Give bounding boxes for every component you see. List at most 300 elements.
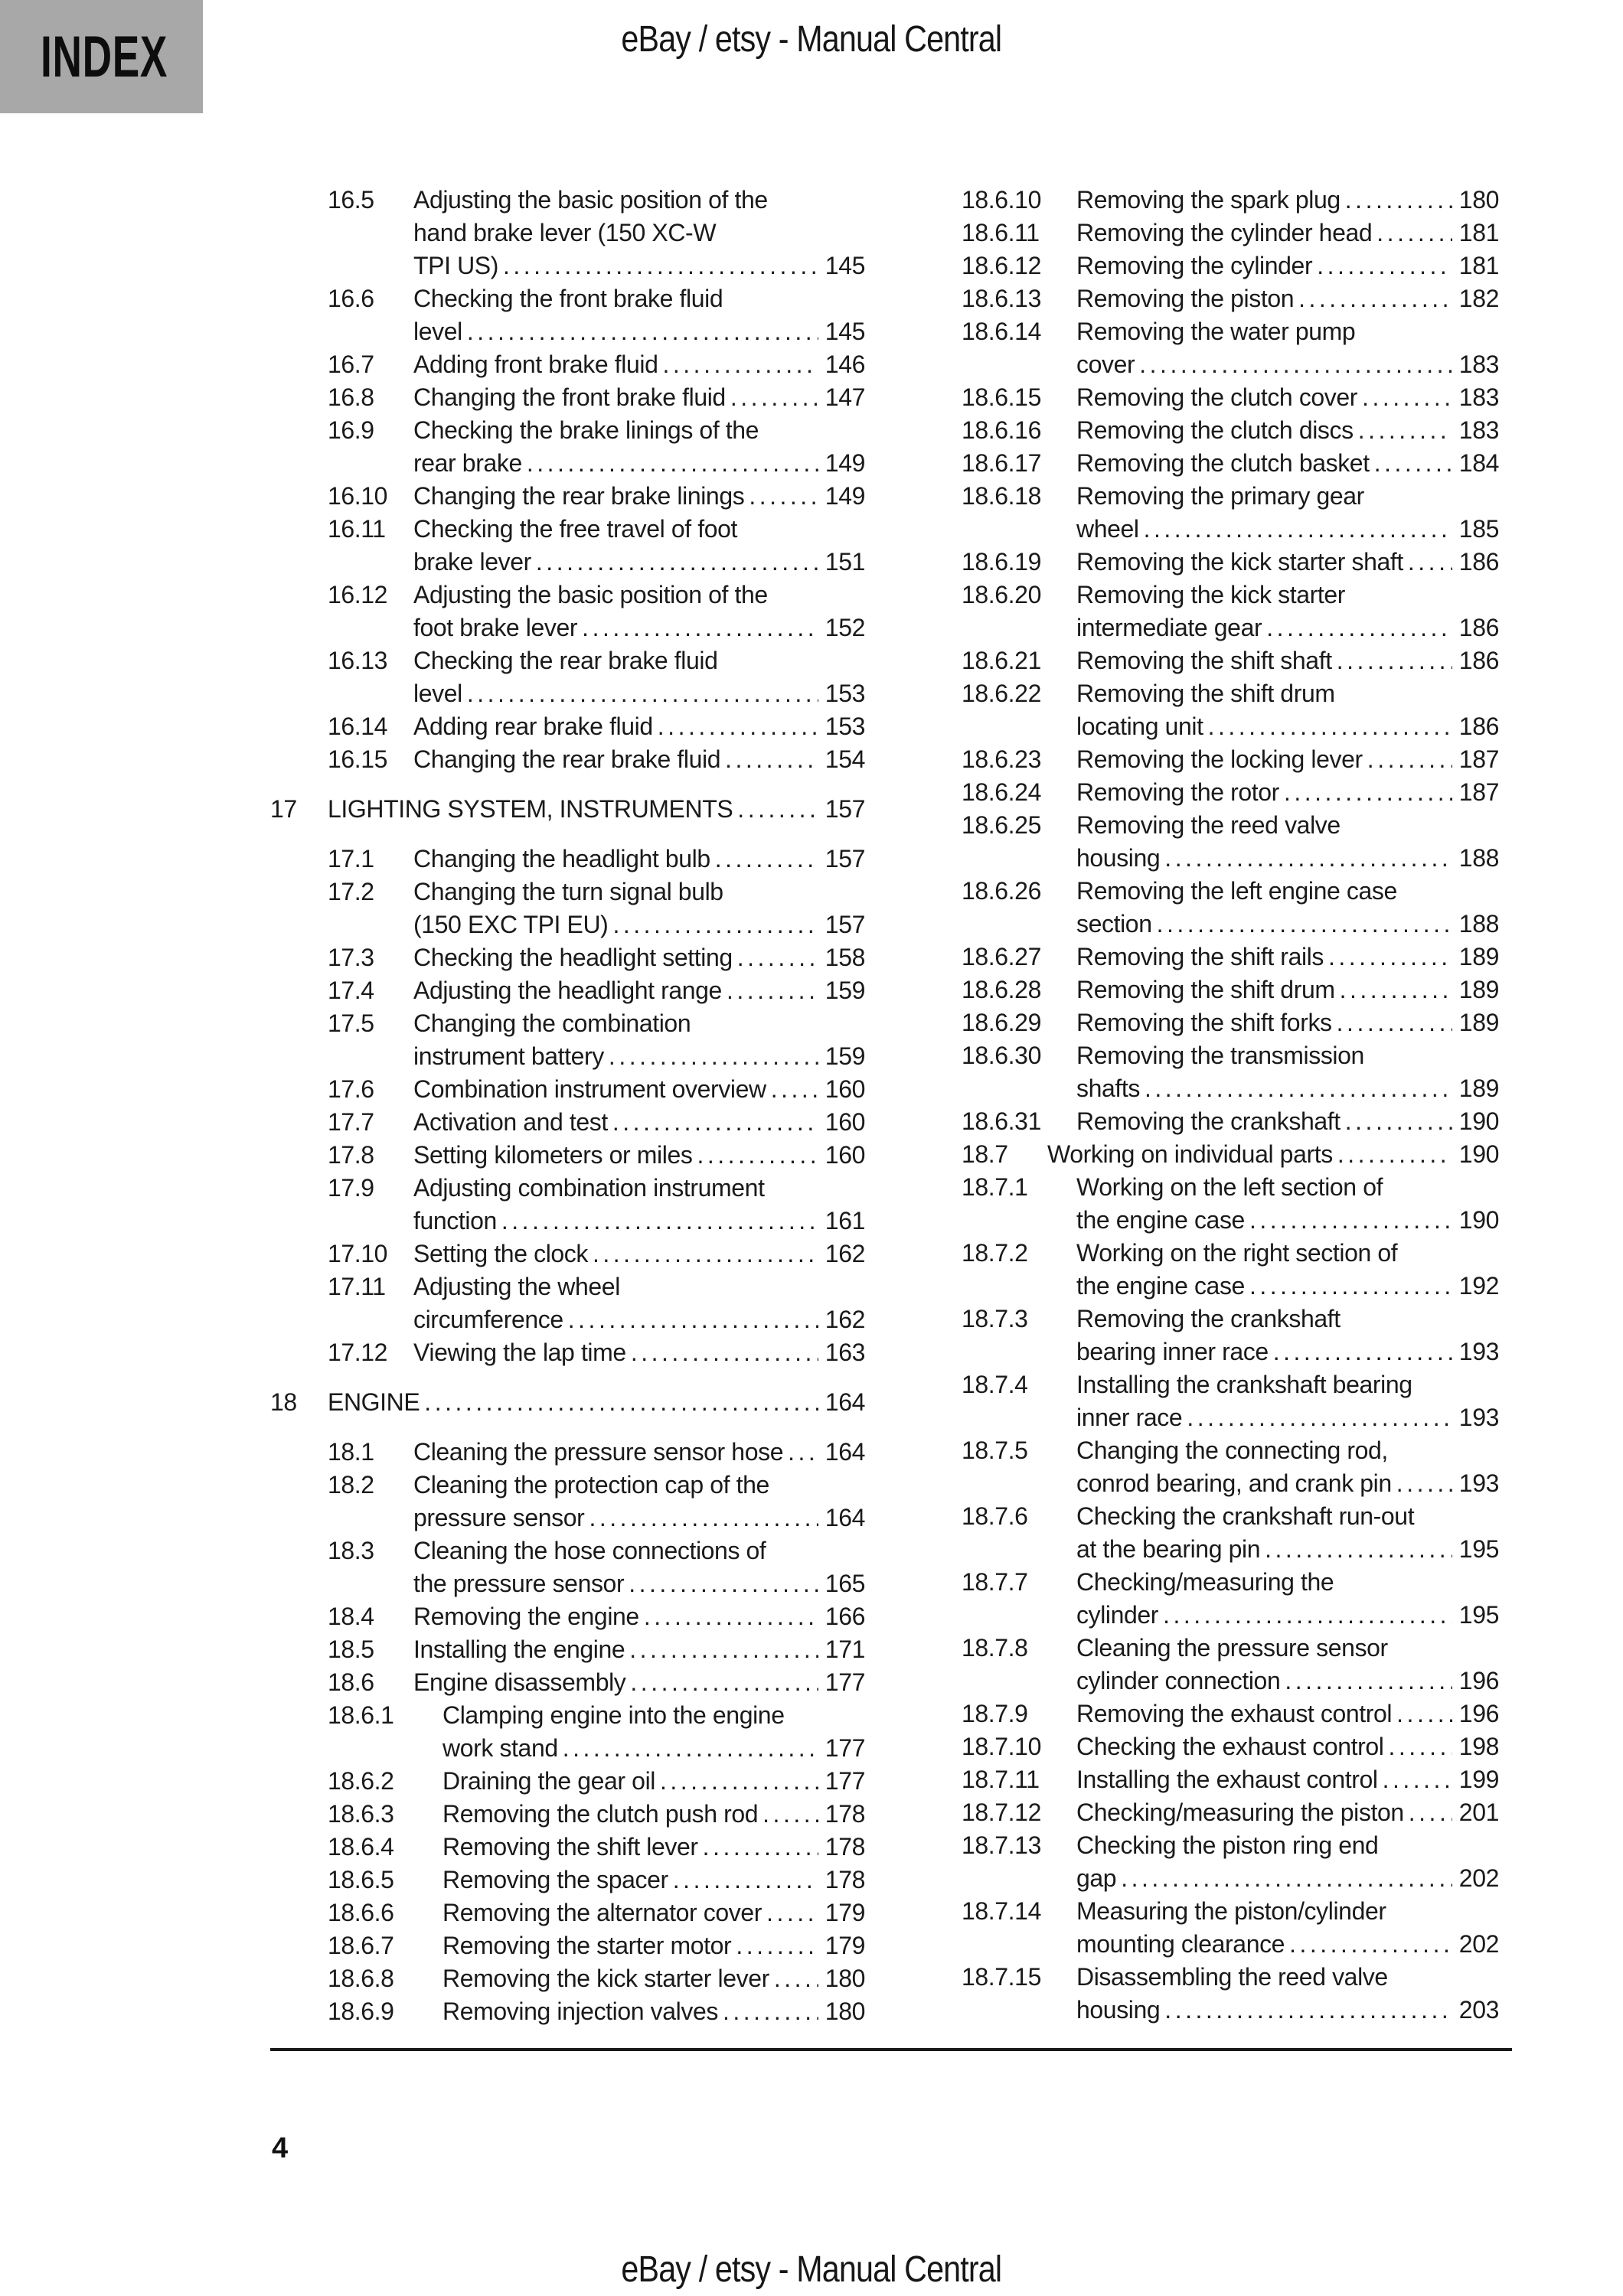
toc-page-number: 151 — [825, 548, 865, 576]
toc-leader-dots — [1187, 1401, 1452, 1434]
toc-entry-body — [1076, 743, 1499, 776]
toc-entry — [904, 184, 1499, 217]
toc-entry-title: work stand — [442, 1734, 558, 1762]
toc-entry — [904, 1434, 1499, 1500]
toc-entry-body — [1047, 1138, 1499, 1171]
toc-page-number: 190 — [1458, 1206, 1499, 1234]
toc-entry-body — [1076, 1039, 1499, 1105]
toc-page-number: 189 — [1458, 976, 1499, 1003]
toc-entry-title: level — [413, 318, 462, 345]
toc-page-number: 161 — [825, 1207, 865, 1234]
toc-page-number: 177 — [825, 1767, 865, 1795]
toc-leader-dots — [737, 941, 818, 974]
toc-entry-body — [1076, 1730, 1499, 1763]
toc-entry-body — [413, 1073, 865, 1106]
toc-entry-body — [1076, 677, 1499, 743]
toc-entry — [904, 941, 1499, 974]
toc-entry — [904, 1237, 1499, 1303]
toc-entry-body — [1076, 1895, 1499, 1961]
toc-leader-dots — [737, 793, 818, 826]
toc-entry — [904, 315, 1499, 381]
toc-entry-body — [413, 1633, 865, 1666]
toc-entry-body — [413, 1534, 865, 1600]
toc-entry-number: 18.6.16 — [962, 416, 1041, 444]
toc-entry-title: cover — [1076, 351, 1135, 378]
toc-entry-title: Adding rear brake fluid — [413, 713, 653, 740]
toc-page-number: 190 — [1458, 1107, 1499, 1135]
toc-page-number: 202 — [1458, 1864, 1499, 1892]
toc-entry-body — [1076, 776, 1499, 809]
toc-entry-last-line — [442, 1831, 865, 1864]
toc-entry-body — [442, 1896, 865, 1929]
toc-entry-last-line — [442, 1962, 865, 1995]
toc-entry-last-line — [413, 710, 865, 743]
toc-entry-number: 18.6.13 — [962, 285, 1041, 312]
toc-entry-number: 16.15 — [328, 745, 388, 773]
toc-entry-last-line — [1076, 1862, 1499, 1895]
toc-entry-title: Removing the crankshaft — [1076, 1107, 1341, 1135]
toc-page-number: 188 — [1458, 844, 1499, 872]
toc-column-left — [270, 184, 865, 2028]
toc-entry-body — [442, 1831, 865, 1864]
toc-entry-last-line — [1076, 644, 1499, 677]
toc-leader-dots — [703, 1831, 818, 1864]
toc-entry-title-line: Adjusting the wheel — [413, 1273, 620, 1300]
toc-page-number: 198 — [1458, 1733, 1499, 1760]
toc-entry-number: 17.11 — [328, 1273, 386, 1300]
toc-page-number: 187 — [1458, 745, 1499, 773]
toc-entry-title-line: Working on the left section of — [1076, 1173, 1383, 1201]
toc-entry-last-line — [413, 1205, 865, 1238]
toc-page-number: 159 — [825, 1042, 865, 1070]
toc-page-number: 164 — [825, 1504, 865, 1531]
toc-entry-body — [413, 644, 865, 710]
toc-entry-last-line — [1076, 1928, 1499, 1961]
toc-entry — [904, 1006, 1499, 1039]
toc-leader-dots — [1383, 1763, 1452, 1796]
toc-entry-body — [413, 513, 865, 579]
toc-entry-number: 18.7.15 — [962, 1963, 1041, 1991]
toc-leader-dots — [1362, 381, 1452, 414]
toc-entry-last-line — [1076, 1665, 1499, 1698]
toc-page-number: 193 — [1458, 1469, 1499, 1497]
toc-entry — [270, 414, 865, 480]
toc-leader-dots — [658, 710, 818, 743]
toc-entry-last-line — [1076, 1401, 1499, 1434]
toc-entry — [904, 1796, 1499, 1829]
toc-entry-last-line — [413, 447, 865, 480]
toc-entry-title-line: Checking the rear brake fluid — [413, 647, 718, 674]
page-footer — [0, 2249, 1623, 2291]
toc-leader-dots — [1337, 1138, 1452, 1171]
toc-page-number: 163 — [825, 1339, 865, 1366]
toc-entry-last-line — [1047, 1138, 1499, 1171]
toc-leader-dots — [1376, 217, 1452, 249]
toc-entry-last-line — [1076, 1204, 1499, 1237]
toc-leader-dots — [536, 546, 818, 579]
toc-leader-dots — [1249, 1270, 1452, 1303]
toc-leader-dots — [673, 1864, 818, 1896]
toc-entry-body — [1076, 1368, 1499, 1434]
toc-entry-body — [1076, 875, 1499, 941]
toc-entry-last-line — [1076, 743, 1499, 776]
toc-leader-dots — [1121, 1862, 1452, 1895]
toc-entry-title: TPI US) — [413, 252, 498, 279]
toc-page-number: 159 — [825, 977, 865, 1004]
toc-entry-last-line — [1076, 1994, 1499, 2027]
toc-entry-number: 18.6.30 — [962, 1042, 1041, 1069]
toc-page-number: 201 — [1458, 1799, 1499, 1826]
toc-entry-body — [413, 1007, 865, 1073]
toc-page-number: 189 — [1458, 943, 1499, 970]
toc-entry-title: section — [1076, 910, 1152, 938]
toc-entry — [270, 1995, 865, 2028]
toc-leader-dots — [612, 908, 818, 941]
page-header — [0, 18, 1623, 60]
toc-leader-dots — [1408, 546, 1452, 579]
toc-entry-last-line — [413, 843, 865, 876]
toc-page-number: 178 — [825, 1800, 865, 1828]
toc-entry-title-line: Removing the transmission — [1076, 1042, 1364, 1069]
toc-leader-dots — [424, 1386, 818, 1419]
toc-entry — [270, 710, 865, 743]
toc-entry-last-line — [413, 1303, 865, 1336]
toc-entry-number: 18.1 — [328, 1438, 374, 1466]
toc-entry — [270, 1238, 865, 1270]
toc-entry — [904, 1105, 1499, 1138]
toc-entry-title: cylinder — [1076, 1601, 1159, 1629]
toc-entry-last-line — [413, 348, 865, 381]
toc-entry-number: 17.9 — [328, 1174, 374, 1202]
toc-page-number: 164 — [825, 1438, 865, 1466]
toc-entry-title: Removing the cylinder head — [1076, 219, 1373, 246]
toc-entry-number: 18.2 — [328, 1471, 374, 1499]
toc-entry-title-line: Cleaning the pressure sensor — [1076, 1634, 1388, 1662]
toc-entry-title: pressure sensor — [413, 1504, 585, 1531]
toc-entry-body — [1076, 1796, 1499, 1829]
toc-page-number: 187 — [1458, 778, 1499, 806]
toc-leader-dots — [1266, 612, 1452, 644]
toc-entry-number: 18.6.11 — [962, 219, 1040, 246]
toc-entry-last-line — [1076, 776, 1499, 809]
toc-entry-title: bearing inner race — [1076, 1338, 1269, 1365]
toc-entry-number: 16.10 — [328, 482, 388, 510]
toc-page-number: 162 — [825, 1306, 865, 1333]
toc-entry-body — [1076, 1500, 1499, 1566]
toc-entry-last-line — [1076, 1072, 1499, 1105]
toc-leader-dots — [763, 1798, 818, 1831]
toc-entry — [904, 776, 1499, 809]
toc-entry-number: 17.10 — [328, 1240, 388, 1267]
toc-entry — [270, 876, 865, 941]
toc-entry — [270, 941, 865, 974]
toc-entry-number: 18.6.25 — [962, 811, 1041, 839]
toc-entry — [270, 513, 865, 579]
toc-leader-dots — [1374, 447, 1452, 480]
toc-page-number: 180 — [825, 1965, 865, 1992]
toc-entry — [904, 579, 1499, 644]
toc-entry-last-line — [442, 1896, 865, 1929]
toc-page-number: 186 — [1458, 713, 1499, 740]
toc-entry-title: Removing the cylinder — [1076, 252, 1313, 279]
toc-entry-title: foot brake lever — [413, 614, 578, 641]
toc-entry-last-line — [413, 1666, 865, 1699]
toc-page-number: 180 — [825, 1998, 865, 2025]
toc-entry-number: 17 — [270, 795, 297, 823]
toc-entry-body — [413, 1436, 865, 1469]
toc-entry-last-line — [1076, 842, 1499, 875]
toc-entry-body — [1076, 249, 1499, 282]
toc-entry — [270, 282, 865, 348]
toc-entry-number: 18.6.23 — [962, 745, 1041, 773]
toc-page-number: 157 — [825, 911, 865, 938]
toc-entry-number: 18.7.3 — [962, 1305, 1028, 1332]
header-title: eBay / etsy - Manual Central — [621, 19, 1002, 60]
toc-entry-title: the engine case — [1076, 1206, 1245, 1234]
toc-leader-dots — [629, 1633, 818, 1666]
toc-leader-dots — [1139, 348, 1452, 381]
toc-entry-title: (150 EXC TPI EU) — [413, 911, 609, 938]
toc-leader-dots — [593, 1238, 818, 1270]
toc-leader-dots — [1409, 1796, 1452, 1829]
toc-entry-body — [1076, 941, 1499, 974]
toc-entry — [904, 1730, 1499, 1763]
toc-entry-title: Viewing the lap time — [413, 1339, 626, 1366]
toc-entry-last-line — [1076, 414, 1499, 447]
toc-entry-body — [442, 1929, 865, 1962]
toc-entry-number: 18.6.14 — [962, 318, 1041, 345]
toc-entry-number: 18.4 — [328, 1603, 374, 1630]
toc-entry-title: Adjusting the headlight range — [413, 977, 722, 1004]
toc-entry-title-line: Cleaning the protection cap of the — [413, 1471, 769, 1499]
toc-entry-last-line — [413, 1040, 865, 1073]
toc-entry-body — [1076, 1006, 1499, 1039]
toc-entry-last-line — [1076, 1006, 1499, 1039]
toc-leader-dots — [501, 1205, 818, 1238]
toc-leader-dots — [730, 381, 818, 414]
toc-entry — [904, 875, 1499, 941]
toc-leader-dots — [1157, 908, 1452, 941]
toc-page-number: 189 — [1458, 1075, 1499, 1102]
toc-entry-number: 18.6.6 — [328, 1899, 394, 1926]
toc-entry-title: shafts — [1076, 1075, 1140, 1102]
toc-entry-number: 18 — [270, 1388, 297, 1416]
toc-page-number: 186 — [1458, 647, 1499, 674]
toc-entry-body — [413, 1270, 865, 1336]
toc-entry — [270, 644, 865, 710]
toc-entry-last-line — [413, 1633, 865, 1666]
toc-entry — [270, 381, 865, 414]
toc-leader-dots — [582, 612, 818, 644]
toc-entry-number: 18.7.14 — [962, 1897, 1041, 1925]
toc-entry-title-line: Checking the front brake fluid — [413, 285, 723, 312]
toc-page-number: 195 — [1458, 1601, 1499, 1629]
toc-entry-title: Removing the kick starter shaft — [1076, 548, 1403, 576]
toc-entry-last-line — [413, 743, 865, 776]
toc-entry-body — [1076, 1303, 1499, 1368]
toc-entry-title-line: Installing the crankshaft bearing — [1076, 1371, 1412, 1398]
toc-entry-title: Installing the exhaust control — [1076, 1766, 1378, 1793]
toc-leader-dots — [736, 1929, 818, 1962]
toc-entry-body — [442, 1962, 865, 1995]
toc-leader-dots — [788, 1436, 818, 1469]
toc-entry-last-line — [1076, 710, 1499, 743]
toc-leader-dots — [1265, 1533, 1452, 1566]
toc-entry-last-line — [328, 1386, 865, 1419]
toc-entry-title: Removing the spark plug — [1076, 186, 1341, 214]
toc-entry-body — [413, 282, 865, 348]
toc-page-number: 171 — [825, 1636, 865, 1663]
toc-entry — [904, 1632, 1499, 1698]
toc-entry — [904, 217, 1499, 249]
toc-entry-body — [413, 1172, 865, 1238]
toc-entry-title-line: Checking/measuring the — [1076, 1568, 1334, 1596]
toc-entry-title: Removing injection valves — [442, 1998, 718, 2025]
toc-entry-title: Draining the gear oil — [442, 1767, 655, 1795]
toc-entry-last-line — [442, 1864, 865, 1896]
toc-entry-body — [442, 1699, 865, 1765]
toc-entry-body — [1076, 579, 1499, 644]
toc-entry-number: 16.11 — [328, 515, 386, 543]
toc-leader-dots — [1358, 414, 1452, 447]
toc-entry-number: 18.6.20 — [962, 581, 1041, 608]
toc-entry-body — [1076, 184, 1499, 217]
toc-entry — [270, 1831, 865, 1864]
toc-entry — [904, 1698, 1499, 1730]
toc-entry-number: 18.6.15 — [962, 383, 1041, 411]
toc-entry — [904, 1763, 1499, 1796]
toc-entry — [904, 809, 1499, 875]
toc-entry-number: 18.6.22 — [962, 680, 1041, 707]
toc-entry-title-line: Removing the shift drum — [1076, 680, 1335, 707]
toc-entry-number: 17.12 — [328, 1339, 388, 1366]
toc-entry-title-line: Checking the brake linings of the — [413, 416, 759, 444]
toc-entry-last-line — [1076, 217, 1499, 249]
toc-page-number: 160 — [825, 1141, 865, 1169]
toc-entry-last-line — [1076, 612, 1499, 644]
toc-entry-body — [1076, 1105, 1499, 1138]
toc-entry-body — [328, 1386, 865, 1419]
toc-page-number: 188 — [1458, 910, 1499, 938]
toc-page-number: 166 — [825, 1603, 865, 1630]
toc-entry-title: Setting the clock — [413, 1240, 588, 1267]
toc-entry-title: Activation and test — [413, 1108, 608, 1136]
toc-entry-title: brake lever — [413, 548, 531, 576]
toc-entry — [270, 1896, 865, 1929]
toc-entry-body — [1076, 447, 1499, 480]
toc-entry-title-line: Checking the free travel of foot — [413, 515, 737, 543]
toc-entry-body — [1076, 809, 1499, 875]
toc-entry-number: 18.6.17 — [962, 449, 1041, 477]
toc-entry-title-line: Disassembling the reed valve — [1076, 1963, 1388, 1991]
toc-leader-dots — [1337, 1006, 1452, 1039]
toc-entry — [270, 1633, 865, 1666]
toc-entry-last-line — [1076, 546, 1499, 579]
toc-entry-number: 18.7.9 — [962, 1700, 1028, 1727]
toc-entry-body — [413, 1666, 865, 1699]
toc-leader-dots — [609, 1040, 818, 1073]
toc-entry-last-line — [442, 1995, 865, 2028]
toc-entry-last-line — [413, 480, 865, 513]
toc-entry-body — [413, 414, 865, 480]
toc-entry-last-line — [413, 1502, 865, 1534]
toc-entry-number: 18.6.24 — [962, 778, 1041, 806]
toc-entry — [270, 348, 865, 381]
toc-entry-last-line — [1076, 1105, 1499, 1138]
toc-leader-dots — [771, 1073, 818, 1106]
toc-entry-body — [413, 1600, 865, 1633]
toc-entry-title: Removing the rotor — [1076, 778, 1279, 806]
toc-entry-body — [413, 876, 865, 941]
toc-entry-last-line — [413, 546, 865, 579]
toc-leader-dots — [503, 249, 818, 282]
toc-entry-number: 18.7.6 — [962, 1502, 1028, 1530]
toc-entry-title: housing — [1076, 844, 1161, 872]
toc-leader-dots — [1345, 1105, 1452, 1138]
toc-entry-last-line — [1076, 908, 1499, 941]
toc-entry-last-line — [1076, 447, 1499, 480]
toc-entry-title: Checking the headlight setting — [413, 944, 733, 971]
toc-entry-last-line — [1076, 1467, 1499, 1500]
toc-entry-title-line: Adjusting the basic position of the — [413, 581, 768, 608]
toc-entry — [270, 1765, 865, 1798]
toc-page-number: 193 — [1458, 1404, 1499, 1431]
toc-entry-last-line — [413, 1336, 865, 1369]
toc-leader-dots — [1208, 710, 1452, 743]
toc-leader-dots — [1396, 1698, 1452, 1730]
toc-entry-body — [413, 843, 865, 876]
toc-entry — [904, 677, 1499, 743]
toc-page-number: 165 — [825, 1570, 865, 1597]
toc-entry-title: at the bearing pin — [1076, 1535, 1261, 1563]
toc-page-number: 190 — [1458, 1140, 1499, 1168]
toc-page-number: 183 — [1458, 416, 1499, 444]
toc-entry — [270, 1336, 865, 1369]
toc-entry — [270, 579, 865, 644]
toc-entry-last-line — [413, 1567, 865, 1600]
toc-entry — [904, 644, 1499, 677]
toc-leader-dots — [527, 447, 818, 480]
toc-entry-title: housing — [1076, 1996, 1161, 2024]
toc-entry-title-line: Changing the connecting rod, — [1076, 1437, 1388, 1464]
toc-entry-number: 16.9 — [328, 416, 374, 444]
toc-entry-body — [442, 1798, 865, 1831]
toc-entry-body — [413, 1469, 865, 1534]
toc-entry-title: Removing the clutch cover — [1076, 383, 1358, 411]
toc-leader-dots — [715, 843, 818, 876]
toc-page-number: 186 — [1458, 614, 1499, 641]
toc-entry-title: Removing the exhaust control — [1076, 1700, 1393, 1727]
toc-entry-title: Adding front brake fluid — [413, 351, 658, 378]
toc-entry-title: Removing the starter motor — [442, 1932, 732, 1959]
toc-entry-number: 16.6 — [328, 285, 374, 312]
toc-leader-dots — [749, 480, 818, 513]
toc-entry-last-line — [413, 315, 865, 348]
toc-page-number: 145 — [825, 318, 865, 345]
toc-entry-title: cylinder connection — [1076, 1667, 1281, 1694]
toc-entry — [270, 1469, 865, 1534]
toc-entry-body — [413, 1336, 865, 1369]
toc-leader-dots — [1298, 282, 1452, 315]
toc-entry — [904, 1368, 1499, 1434]
toc-entry-title: Changing the rear brake fluid — [413, 745, 721, 773]
toc-entry-title: wheel — [1076, 515, 1139, 543]
index-label: INDEX — [41, 24, 168, 90]
toc-leader-dots — [589, 1502, 818, 1534]
toc-leader-dots — [727, 974, 818, 1007]
toc-page-number: 145 — [825, 252, 865, 279]
toc-page-number: 180 — [1458, 186, 1499, 214]
